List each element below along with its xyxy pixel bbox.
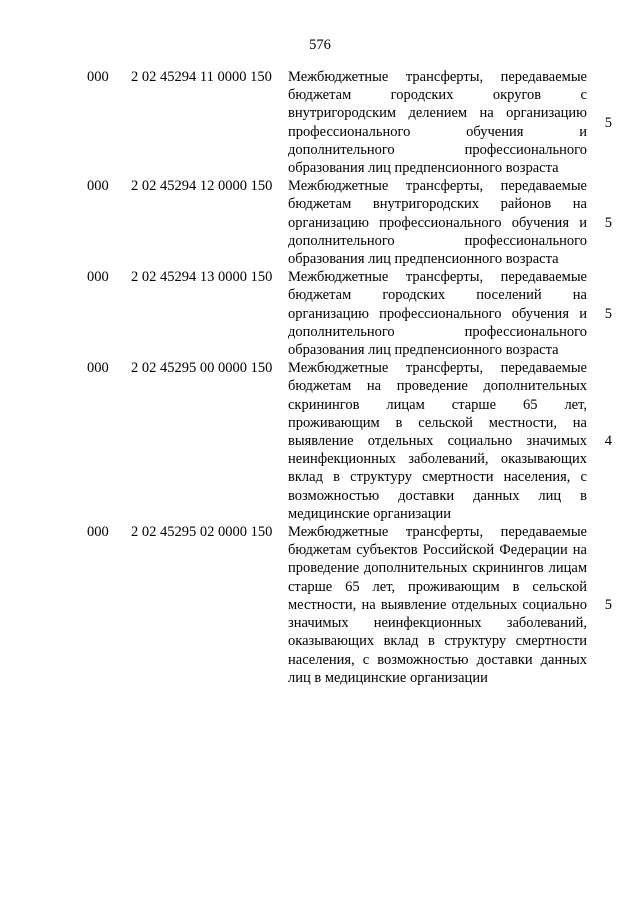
row-value: 4 — [604, 433, 612, 450]
admin-code: 000 — [87, 178, 109, 195]
row-description: Межбюджетные трансферты, передаваемые бюджетам внутригородских районов на организацию профессионального обучения и дополнительного профессионального образования лиц предпенсионного возраста — [288, 178, 587, 268]
table-row — [0, 523, 640, 687]
budget-classification-code: 2 02 45294 12 0000 150 — [131, 178, 273, 195]
row-value: 5 — [604, 114, 612, 131]
row-value: 5 — [604, 214, 612, 231]
row-value: 5 — [604, 305, 612, 322]
budget-classification-code: 2 02 45295 00 0000 150 — [131, 360, 273, 377]
admin-code: 000 — [87, 524, 109, 541]
admin-code: 000 — [87, 69, 109, 85]
table-row — [0, 268, 640, 359]
row-description: Межбюджетные трансферты, передаваемые бюджетам городских округов с внутригородским делением на организацию профессионального обучения и дополнительного профессионального образования лиц предпенсионного возраста — [288, 69, 587, 177]
budget-classification-code: 2 02 45294 13 0000 150 — [131, 269, 273, 286]
table-row — [0, 68, 640, 177]
admin-code: 000 — [87, 269, 109, 286]
table-row — [0, 359, 640, 523]
row-value: 5 — [604, 596, 612, 613]
row-description: Межбюджетные трансферты, передаваемые бюджетам городских поселений на организацию профессионального обучения и дополнительного профессионального образования лиц предпенсионного возраста — [288, 269, 587, 359]
budget-classification-code: 2 02 45294 11 0000 150 — [131, 69, 272, 85]
row-description: Межбюджетные трансферты, передаваемые бюджетам на проведение дополнительных скринингов лицам старше 65 лет, проживающим в сельской местности, на выявление отдельных социально значимых неинфекционных заболеваний, оказывающих вклад в структуру смертности населения, с возможностью доставки данных лиц в медицинские организации — [288, 360, 587, 522]
admin-code: 000 — [87, 360, 109, 377]
page-number: 576 — [309, 37, 331, 53]
budget-classification-code: 2 02 45295 02 0000 150 — [131, 524, 273, 541]
row-description: Межбюджетные трансферты, передаваемые бюджетам субъектов Российской Федерации на проведение дополнительных скринингов лицам старше 65 лет, проживающим в сельской местности, на выявление отдельных социально значимых неинфекционных заболеваний, оказывающих вклад в структуру смертности населения, с возможностью доставки данных лиц в медицинские организации — [288, 524, 587, 686]
budget-code-table — [0, 68, 640, 687]
table-row — [0, 177, 640, 268]
